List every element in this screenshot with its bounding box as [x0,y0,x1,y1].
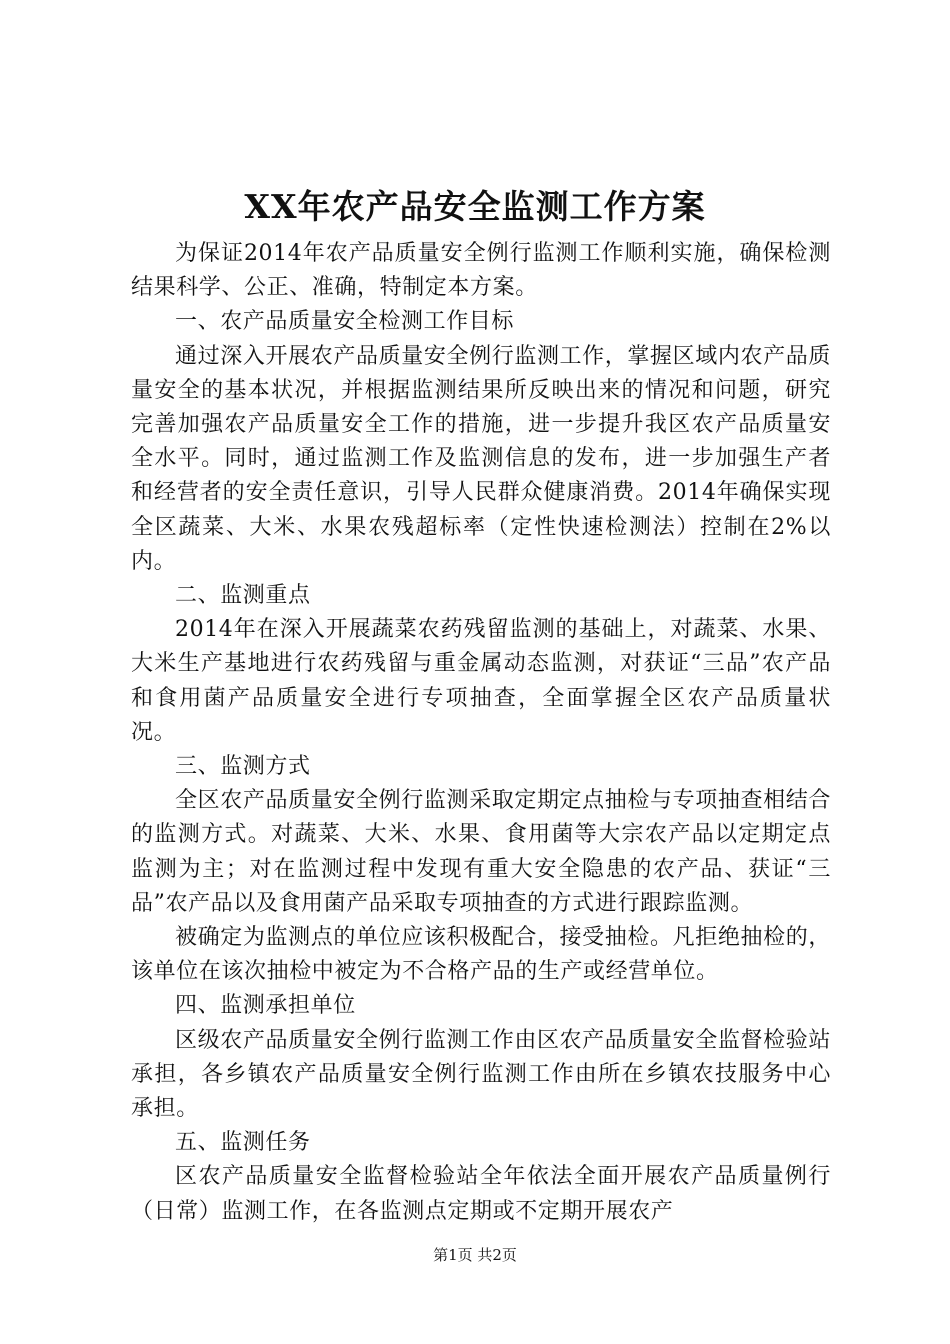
paragraph-3b: 被确定为监测点的单位应该积极配合，接受抽检。凡拒绝抽检的，该单位在该次抽检中被定为不合格产品的生产或经营单位。 [131,925,831,985]
section-heading-4: 四、监测承担单位 [175,993,356,1019]
document-body [131,237,831,1229]
section-heading-2: 二、监测重点 [175,583,311,609]
section-heading-3: 三、监测方式 [175,754,311,780]
section-heading-1: 一、农产品质量安全检测工作目标 [175,309,515,335]
paragraph-intro: 为保证2014年农产品质量安全例行监测工作顺利实施，确保检测结果科学、公正、准确，特制定本方案。 [131,241,831,301]
paragraph-3a: 全区农产品质量安全例行监测采取定期定点抽检与专项抽查相结合的监测方式。对蔬菜、大米、水果、食用菌等大宗农产品以定期定点监测为主；对在监测过程中发现有重大安全隐患的农产品、获证“三品”农产品以及食用菌产品采取专项抽查的方式进行跟踪监测。 [131,788,831,916]
paragraph-4: 区级农产品质量安全例行监测工作由区农产品质量安全监督检验站承担，各乡镇农产品质量安全例行监测工作由所在乡镇农技服务中心承担。 [131,1027,831,1122]
paragraph-1: 通过深入开展农产品质量安全例行监测工作，掌握区域内农产品质量安全的基本状况，并根据监测结果所反映出来的情况和问题，研究完善加强农产品质量安全工作的措施，进一步提升我区农产品质量安全水平。同时，通过监测工作及监测信息的发布，进一步加强生产者和经营者的安全责任意识，引导人民群众健康消费。2014年确保实现全区蔬菜、大米、水果农残超标率（定性快速检测法）控制在2%以内。 [131,343,831,574]
paragraph-2: 2014年在深入开展蔬菜农药残留监测的基础上，对蔬菜、水果、大米生产基地进行农药残留与重金属动态监测，对获证“三品”农产品和食用菌产品质量安全进行专项抽查，全面掌握全区农产品质量状况。 [131,617,831,745]
page-number-footer: 第1页 共2页 [433,1246,517,1264]
paragraph-5: 区农产品质量安全监督检验站全年依法全面开展农产品质量例行（日常）监测工作，在各监测点定期或不定期开展农产 [131,1164,831,1224]
document-title: XX年农产品安全监测工作方案 [244,187,706,226]
section-heading-5: 五、监测任务 [175,1130,311,1156]
